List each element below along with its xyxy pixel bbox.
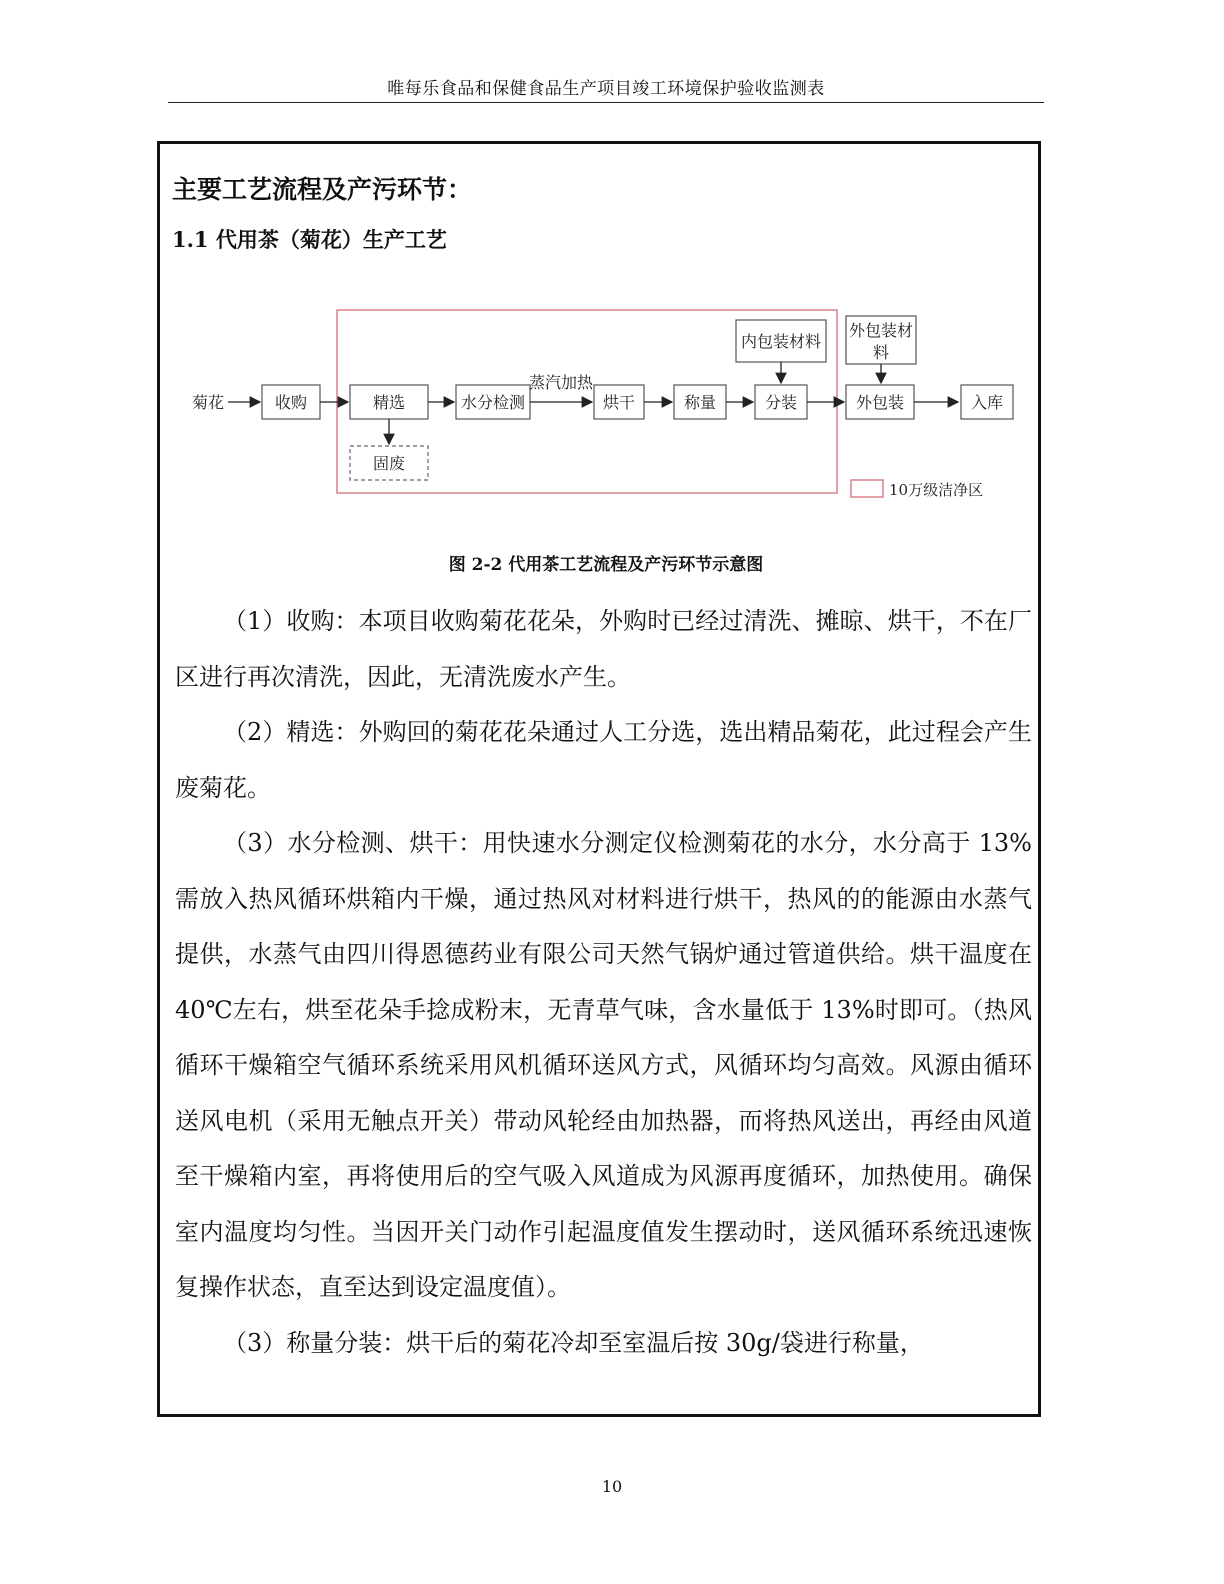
page-number: 10 — [601, 1477, 623, 1496]
step-label-selection: 精选 — [372, 393, 406, 412]
paragraph: （1）收购：本项目收购菊花花朵，外购时已经过清洗、摊晾、烘干，不在厂区进行再次清洗，因此，无清洗废水产生。 — [175, 607, 1032, 691]
step-label-subpackaging: 分装 — [764, 393, 798, 412]
outer-packaging-label-line1: 外包装材 — [848, 321, 914, 340]
waste-label: 固废 — [372, 454, 406, 473]
step-label-outer-packing: 外包装 — [855, 393, 905, 412]
page-header: 唯每乐食品和保健食品生产项目竣工环境保护验收监测表 — [387, 79, 825, 99]
legend-label: 10万级洁净区 — [889, 481, 984, 499]
step-label-purchase: 收购 — [274, 393, 308, 412]
figure-caption: 图 2-2 代用茶工艺流程及产污环节示意图 — [448, 555, 764, 575]
input-material-label: 菊花 — [192, 393, 225, 412]
process-flow-diagram — [180, 300, 1030, 515]
step-label-moisture-test: 水分检测 — [460, 393, 526, 412]
step-label-weighing: 称量 — [683, 393, 717, 412]
outer-packaging-label-line2: 料 — [872, 343, 890, 362]
paragraph: （3）水分检测、烘干：用快速水分测定仪检测菊花的水分，水分高于 13%需放入热风循环烘箱内干燥，通过热风对材料进行烘干，热风的的能源由水蒸气提供，水蒸气由四川得恩德药业有限公司天然气锅炉通过管道供给。烘干温度在 40℃左右，烘至花朵手捻成粉末，无青草气味，含水量低于 13%时即可。（热风循环干燥箱空气循环系统采用风机循环送风方式，风循环均匀高效。风源由循环送风电机（采用无触点开关）带动风轮经由加热器，而将热风送出，再经由风道至干燥箱内室，再将使用后的空气吸入风道成为风源再度循环，加热使用。确保室内温度均匀性。当因开关门动作引起温度值发生摆动时，送风循环系统迅速恢复操作状态，直至达到设定温度值）。 — [175, 829, 1032, 1301]
subsection-title: 1.1 代用茶（菊花）生产工艺 — [172, 227, 447, 252]
paragraph: （2）精选：外购回的菊花花朵通过人工分选，选出精品菊花，此过程会产生废菊花。 — [175, 718, 1032, 802]
step-label-drying: 烘干 — [602, 393, 636, 412]
paragraph: （3）称量分装：烘干后的菊花冷却至室温后按 30g/袋进行称量， — [223, 1328, 924, 1357]
step-label-warehousing: 入库 — [970, 393, 1004, 412]
header-divider — [168, 102, 1044, 103]
steam-heating-note: 蒸汽加热 — [528, 373, 594, 392]
body-text — [175, 594, 1032, 1371]
legend-swatch — [851, 480, 883, 497]
inner-packaging-label: 内包装材料 — [740, 332, 822, 351]
section-title: 主要工艺流程及产污环节： — [172, 175, 473, 204]
